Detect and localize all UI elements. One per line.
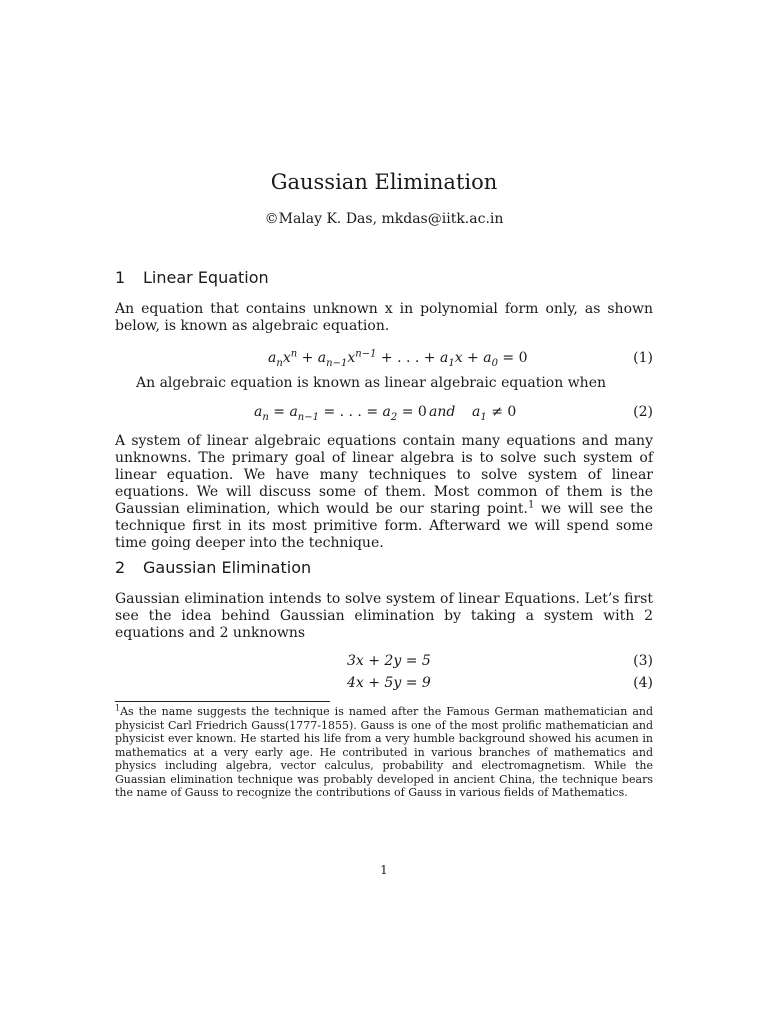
equation-body: $a_nx^n + a_{n-1}x^{n-1}$ + . . . + $a_1x + a_0 = 0$	[268, 348, 528, 369]
section-heading-1	[115, 268, 269, 287]
page-title: Gaussian Elimination	[270, 170, 498, 194]
paragraph: Gaussian elimination intends to solve system of linear Equations. Let’s first see the idea behind Gaussian elimination by taking a system with 2 equations and 2 unknowns	[115, 591, 653, 641]
equation-body: 3x + 2y = 5	[347, 653, 431, 669]
section-number: 2	[115, 558, 126, 577]
section-heading-2	[115, 558, 311, 577]
equation-body: $a_n = a_{n-1}$ = . . . = $a_2 = 0$	[254, 404, 427, 423]
equation-2	[115, 404, 653, 424]
footnote-text: As the name suggests the technique is named after the Famous German mathematician and physicist Carl Friedrich Gauss(1777-1855). Gauss is one of the most prolific mathematician and physicist ever known. He started his life from a very humble background showed his acumen in mathematics at a very early age. He contributed in various branches of mathematics and physics including algebra, vector calculus, probability and electromagnetism. While the Guassian elimination technique was probably developed in ancient China, the technique bears the name of Gauss to recognize the contributions of Gauss in various fields of Mathematics.	[115, 705, 653, 799]
document-page	[115, 0, 653, 1024]
section-number: 1	[115, 268, 126, 287]
footnote-reference: 1	[527, 499, 535, 511]
paragraph	[115, 433, 653, 552]
page-number: 1	[380, 863, 388, 877]
paragraph: An algebraic equation is known as linear algebraic equation when	[136, 375, 606, 391]
footnote-rule	[115, 701, 330, 702]
section-title: Gaussian Elimination	[143, 558, 312, 577]
equation-condition: $a_1 \ne 0$	[472, 404, 517, 423]
equation-number: (3)	[633, 653, 653, 669]
footnote	[115, 705, 653, 800]
equation-1	[115, 350, 653, 370]
equation-number: (1)	[633, 350, 653, 366]
section-title: Linear Equation	[143, 268, 269, 287]
equation-3	[115, 653, 653, 673]
author-line: ©Malay K. Das, mkdas@iitk.ac.in	[264, 211, 504, 227]
paragraph-text: A system of linear algebraic equations contain many equations and many unknowns. The primary goal of linear algebra is to solve such system of linear equation. We have many techniques to solve system of linear equations. We will discuss some of them. Most common of them is the Gaussian elimination, which would be our staring point.	[115, 433, 653, 517]
equation-number: (2)	[633, 404, 653, 420]
equation-body: 4x + 5y = 9	[347, 675, 431, 691]
equation-4	[115, 675, 653, 695]
paragraph: An equation that contains unknown x in polynomial form only, as shown below, is known as algebraic equation.	[115, 301, 653, 334]
equation-conjunction: and	[429, 404, 456, 420]
footnote-mark: 1	[115, 703, 121, 713]
paragraph-text: we will see the technique first in its most primitive form. Afterward we will spend some time going deeper into the technique.	[115, 501, 653, 551]
equation-number: (4)	[633, 675, 653, 691]
